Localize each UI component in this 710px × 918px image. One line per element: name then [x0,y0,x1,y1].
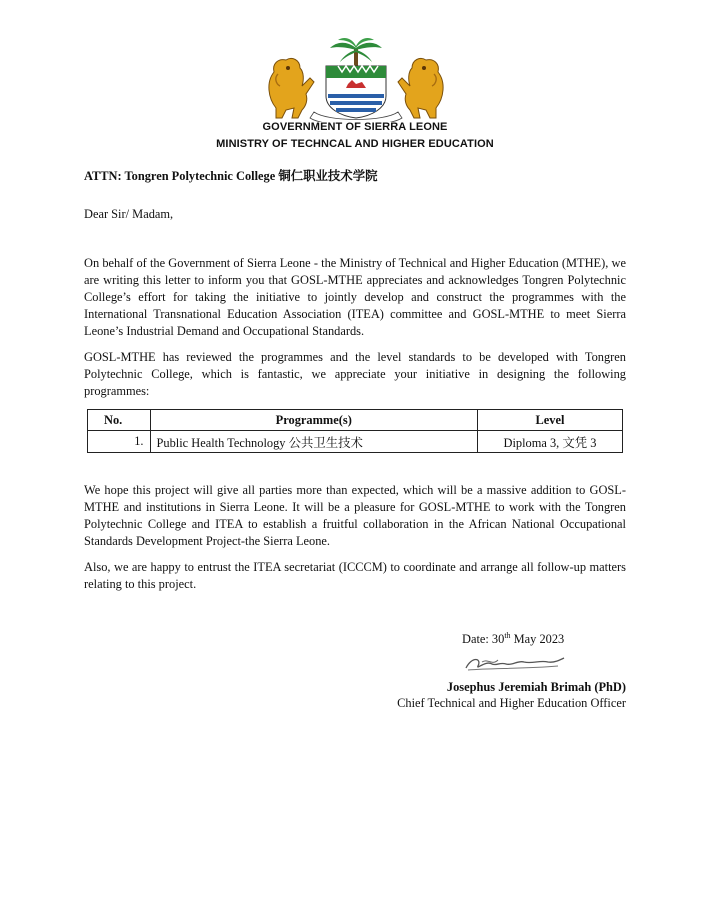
header-no: No. [88,410,151,431]
row-programme: Public Health Technology 公共卫生技术 [150,431,478,453]
table-header-row [88,410,623,431]
header-level: Level [478,410,623,431]
palm-tree [330,38,382,70]
shield [326,66,386,118]
header-programme: Programme(s) [150,410,478,431]
government-heading: GOVERNMENT OF SIERRA LEONE [262,121,448,133]
row-level: Diploma 3, 文凭 3 [478,431,623,453]
signatory-title: Chief Technical and Higher Education Officer [397,696,626,710]
date-suffix-sup: th [504,631,511,640]
attn-line: ATTN: Tongren Polytechnic College 铜仁职业技术学院 [84,169,378,183]
row-no: 1. [88,431,151,453]
table-row [88,431,623,453]
date-suffix: May 2023 [510,632,565,647]
handwritten-signature [462,652,566,674]
ministry-heading: MINISTRY OF TECHNCAL AND HIGHER EDUCATION [216,138,494,150]
paragraph-2: GOSL-MTHE has reviewed the programmes and the level standards to be developed with Tongren Polytechnic College, which is fantastic, we appreciate your initiative in designing the following programmes: [84,350,626,398]
paragraph-4: Also, we are happy to entrust the ITEA secretariat (ICCCM) to coordinate and arrange all follow-up matters relating to this project. [84,560,626,591]
letter-date [462,627,564,648]
paragraph-3: We hope this project will give all parties more than expected, which will be a massive addition to GOSL-MTHE and institutions in Sierra Leone. It will be a pleasure for GOSL-MTHE to work with the Tongren Polytechnic College and ITEA to establish a fruitful collaboration in the African National Occupational Standards Development Project-the Sierra Leone. [84,483,626,548]
paragraph-1: On behalf of the Government of Sierra Leone - the Ministry of Technical and Higher Education (MTHE), we are writing this letter to inform you that GOSL-MTHE appreciates and acknowledges Tongren Polytechnic College’s effort for taking the initiative to jointly develop and construct the programmes with the International Transnational Education Association (ITEA) committee and GOSL-MTHE to meet Sierra Leone’s Industrial Demand and Occupational Standards. [84,256,626,338]
left-lion [269,58,314,118]
right-lion [398,58,443,118]
coat-of-arms-icon [258,38,454,122]
signatory-name: Josephus Jeremiah Brimah (PhD) [446,680,626,694]
date-prefix: Date: 30 [462,632,505,647]
salutation: Dear Sir/ Madam, [84,207,174,221]
programmes-table [87,409,623,453]
